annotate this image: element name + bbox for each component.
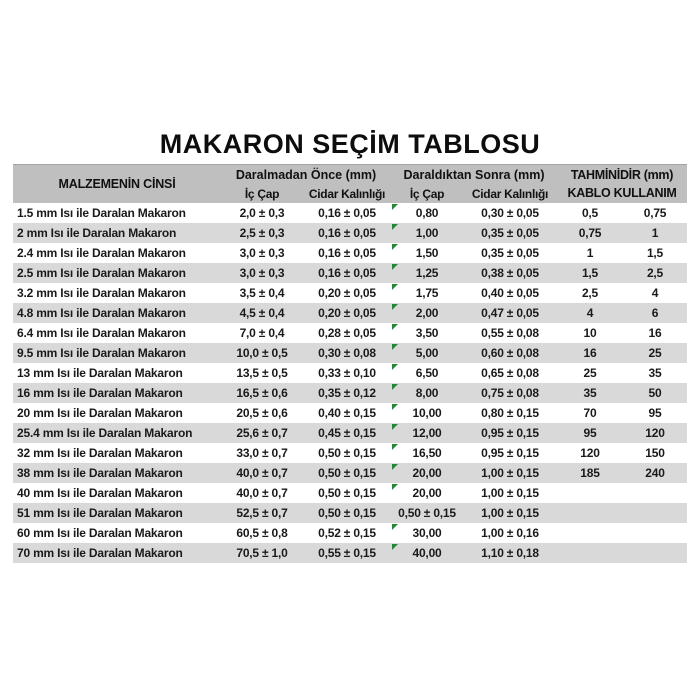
cell-after-cidar: 1,00 ± 0,15 bbox=[481, 466, 539, 480]
cell-after-cidar: 0,30 ± 0,05 bbox=[481, 206, 539, 220]
cell-before-cidar: 0,50 ± 0,15 bbox=[318, 446, 376, 460]
cell-after-cidar: 0,65 ± 0,08 bbox=[481, 366, 539, 380]
cell-after-ic-cap bbox=[391, 543, 463, 563]
cell-before-cidar: 0,45 ± 0,15 bbox=[318, 426, 376, 440]
cell-kablo-max: 0,75 bbox=[643, 206, 667, 220]
cell-corner-triangle-icon bbox=[392, 524, 398, 530]
cell-after-ic-cap-value: 16,50 bbox=[412, 446, 442, 460]
cell-after-ic-cap-value: 1,50 bbox=[415, 246, 439, 260]
cell-kablo-max: 150 bbox=[645, 446, 665, 460]
col-header-before-ic-cap: İç Çap bbox=[244, 186, 280, 201]
cell-kablo-max: 120 bbox=[645, 426, 665, 440]
cell-after-ic-cap-value: 1,75 bbox=[415, 286, 439, 300]
cell-after-ic-cap-value: 8,00 bbox=[415, 386, 439, 400]
table-row bbox=[13, 483, 687, 503]
col-header-after-cidar: Cidar Kalınlığı bbox=[471, 186, 549, 201]
cell-after-ic-cap bbox=[391, 383, 463, 403]
cell-before-ic-cap: 60,5 ± 0,8 bbox=[236, 526, 288, 540]
table-row bbox=[13, 363, 687, 383]
cell-after-ic-cap bbox=[391, 323, 463, 343]
cell-before-ic-cap: 33,0 ± 0,7 bbox=[236, 446, 288, 460]
cell-after-cidar: 0,95 ± 0,15 bbox=[481, 426, 539, 440]
cell-after-ic-cap-value: 2,00 bbox=[415, 306, 439, 320]
cell-kablo-min: 0,5 bbox=[581, 206, 599, 220]
cell-material-name: 38 mm Isı ile Daralan Makaron bbox=[17, 466, 183, 480]
cell-kablo-min: 10 bbox=[583, 326, 597, 340]
cell-kablo-min bbox=[557, 543, 623, 563]
cell-kablo-max bbox=[623, 483, 687, 503]
table-row bbox=[13, 263, 687, 283]
cell-kablo-max: 95 bbox=[648, 406, 662, 420]
cell-kablo-max: 1,5 bbox=[646, 246, 664, 260]
cell-corner-triangle-icon bbox=[392, 264, 398, 270]
cell-after-ic-cap bbox=[391, 243, 463, 263]
cell-corner-triangle-icon bbox=[392, 224, 398, 230]
cell-kablo-max: 4 bbox=[651, 286, 659, 300]
cell-before-ic-cap: 40,0 ± 0,7 bbox=[236, 486, 288, 500]
cell-before-ic-cap: 16,5 ± 0,6 bbox=[236, 386, 288, 400]
cell-before-ic-cap: 25,6 ± 0,7 bbox=[236, 426, 288, 440]
table-row bbox=[13, 503, 687, 523]
col-group-after bbox=[391, 165, 557, 203]
cell-after-ic-cap-value: 3,50 bbox=[415, 326, 439, 340]
cell-kablo-max: 25 bbox=[648, 346, 662, 360]
cell-kablo-max: 1 bbox=[651, 226, 659, 240]
cell-before-ic-cap: 70,5 ± 1,0 bbox=[236, 546, 288, 560]
cell-before-cidar: 0,28 ± 0,05 bbox=[318, 326, 376, 340]
cell-before-ic-cap: 3,0 ± 0,3 bbox=[239, 266, 285, 280]
cell-after-ic-cap bbox=[391, 203, 463, 223]
cell-corner-triangle-icon bbox=[392, 324, 398, 330]
cell-kablo-min: 2,5 bbox=[581, 286, 599, 300]
cell-corner-triangle-icon bbox=[392, 284, 398, 290]
cell-kablo-min: 1 bbox=[586, 246, 594, 260]
cell-before-cidar: 0,30 ± 0,08 bbox=[318, 346, 376, 360]
cell-after-cidar: 1,00 ± 0,15 bbox=[481, 486, 539, 500]
cell-material-name: 32 mm Isı ile Daralan Makaron bbox=[17, 446, 183, 460]
cell-after-ic-cap-value: 30,00 bbox=[412, 526, 442, 540]
cell-after-ic-cap bbox=[391, 223, 463, 243]
cell-material-name: 51 mm Isı ile Daralan Makaron bbox=[17, 506, 183, 520]
cell-after-ic-cap-value: 20,00 bbox=[412, 466, 442, 480]
cell-after-cidar: 0,75 ± 0,08 bbox=[481, 386, 539, 400]
table-row bbox=[13, 403, 687, 423]
col-group-after-label: Daraldıktan Sonra (mm) bbox=[403, 167, 545, 182]
cell-before-cidar: 0,20 ± 0,05 bbox=[318, 286, 376, 300]
cell-before-cidar: 0,40 ± 0,15 bbox=[318, 406, 376, 420]
cell-before-cidar: 0,50 ± 0,15 bbox=[318, 506, 376, 520]
cell-before-ic-cap: 7,0 ± 0,4 bbox=[239, 326, 285, 340]
cell-after-ic-cap bbox=[391, 503, 463, 523]
cell-before-cidar: 0,50 ± 0,15 bbox=[318, 486, 376, 500]
cell-kablo-min: 95 bbox=[583, 426, 597, 440]
page-title: MAKARON SEÇİM TABLOSU bbox=[159, 129, 541, 159]
cell-kablo-min bbox=[557, 523, 623, 543]
cell-material-name: 2.4 mm Isı ile Daralan Makaron bbox=[17, 246, 186, 260]
cell-before-cidar: 0,55 ± 0,15 bbox=[318, 546, 376, 560]
cell-after-ic-cap bbox=[391, 343, 463, 363]
cell-corner-triangle-icon bbox=[392, 384, 398, 390]
cell-after-ic-cap-value: 40,00 bbox=[412, 546, 442, 560]
cell-material-name: 20 mm Isı ile Daralan Makaron bbox=[17, 406, 183, 420]
cell-kablo-max: 6 bbox=[651, 306, 659, 320]
cell-after-cidar: 0,60 ± 0,08 bbox=[481, 346, 539, 360]
cell-after-cidar: 0,38 ± 0,05 bbox=[481, 266, 539, 280]
cell-after-ic-cap bbox=[391, 283, 463, 303]
cell-kablo-min: 25 bbox=[583, 366, 597, 380]
cell-kablo-min: 4 bbox=[586, 306, 594, 320]
cell-after-cidar: 0,40 ± 0,05 bbox=[481, 286, 539, 300]
cell-after-ic-cap bbox=[391, 443, 463, 463]
cell-after-cidar: 0,95 ± 0,15 bbox=[481, 446, 539, 460]
cell-after-ic-cap-value: 0,80 bbox=[415, 206, 439, 220]
cell-kablo-min: 35 bbox=[583, 386, 597, 400]
cell-material-name: 70 mm Isı ile Daralan Makaron bbox=[17, 546, 183, 560]
table-row bbox=[13, 303, 687, 323]
cell-before-ic-cap: 40,0 ± 0,7 bbox=[236, 466, 288, 480]
cell-kablo-max: 50 bbox=[648, 386, 662, 400]
cell-corner-triangle-icon bbox=[392, 364, 398, 370]
cell-after-cidar: 0,35 ± 0,05 bbox=[481, 246, 539, 260]
cell-kablo-min: 1,5 bbox=[581, 266, 599, 280]
cell-after-ic-cap bbox=[391, 483, 463, 503]
cell-after-ic-cap bbox=[391, 263, 463, 283]
cell-after-cidar: 0,47 ± 0,05 bbox=[481, 306, 539, 320]
makaron-selection-table bbox=[13, 164, 687, 563]
cell-kablo-max bbox=[623, 523, 687, 543]
cell-before-ic-cap: 52,5 ± 0,7 bbox=[236, 506, 288, 520]
cell-corner-triangle-icon bbox=[392, 424, 398, 430]
cell-kablo-max: 240 bbox=[645, 466, 665, 480]
col-group-estimate-line1: TAHMİNİDİR (mm) bbox=[570, 168, 674, 182]
table-row bbox=[13, 203, 687, 223]
cell-after-ic-cap-value: 10,00 bbox=[412, 406, 442, 420]
cell-after-ic-cap bbox=[391, 423, 463, 443]
cell-corner-triangle-icon bbox=[392, 344, 398, 350]
cell-before-cidar: 0,35 ± 0,12 bbox=[318, 386, 376, 400]
cell-before-cidar: 0,33 ± 0,10 bbox=[318, 366, 376, 380]
table-header bbox=[13, 164, 687, 203]
table-row bbox=[13, 423, 687, 443]
cell-after-ic-cap-value: 1,25 bbox=[415, 266, 439, 280]
table-row bbox=[13, 463, 687, 483]
cell-after-ic-cap bbox=[391, 363, 463, 383]
cell-before-ic-cap: 2,0 ± 0,3 bbox=[239, 206, 285, 220]
cell-material-name: 25.4 mm Isı ile Daralan Makaron bbox=[17, 426, 193, 440]
col-header-after-ic-cap: İç Çap bbox=[409, 186, 445, 201]
cell-kablo-max bbox=[623, 503, 687, 523]
table-row bbox=[13, 343, 687, 363]
cell-kablo-min bbox=[557, 483, 623, 503]
cell-after-ic-cap-value: 5,00 bbox=[415, 346, 439, 360]
col-group-before bbox=[221, 165, 391, 203]
cell-material-name: 9.5 mm Isı ile Daralan Makaron bbox=[17, 346, 186, 360]
cell-corner-triangle-icon bbox=[392, 484, 398, 490]
cell-corner-triangle-icon bbox=[392, 404, 398, 410]
cell-before-ic-cap: 10,0 ± 0,5 bbox=[236, 346, 288, 360]
cell-kablo-min: 185 bbox=[580, 466, 600, 480]
cell-material-name: 2 mm Isı ile Daralan Makaron bbox=[17, 226, 177, 240]
cell-material-name: 6.4 mm Isı ile Daralan Makaron bbox=[17, 326, 186, 340]
cell-material-name: 40 mm Isı ile Daralan Makaron bbox=[17, 486, 183, 500]
cell-before-ic-cap: 4,5 ± 0,4 bbox=[239, 306, 285, 320]
cell-before-ic-cap: 20,5 ± 0,6 bbox=[236, 406, 288, 420]
table-row bbox=[13, 243, 687, 263]
cell-after-cidar: 0,35 ± 0,05 bbox=[481, 226, 539, 240]
cell-after-ic-cap-value: 0,50 ± 0,15 bbox=[398, 506, 456, 520]
cell-before-cidar: 0,16 ± 0,05 bbox=[318, 266, 376, 280]
table-row bbox=[13, 443, 687, 463]
cell-kablo-max bbox=[623, 543, 687, 563]
cell-after-ic-cap bbox=[391, 463, 463, 483]
cell-kablo-min: 0,75 bbox=[578, 226, 602, 240]
cell-after-ic-cap-value: 1,00 bbox=[415, 226, 439, 240]
col-group-estimate bbox=[557, 165, 687, 203]
cell-corner-triangle-icon bbox=[392, 544, 398, 550]
cell-material-name: 2.5 mm Isı ile Daralan Makaron bbox=[17, 266, 186, 280]
col-group-estimate-line2: KABLO KULLANIM bbox=[567, 186, 677, 200]
cell-corner-triangle-icon bbox=[392, 244, 398, 250]
cell-corner-triangle-icon bbox=[392, 464, 398, 470]
table-row bbox=[13, 523, 687, 543]
cell-material-name: 13 mm Isı ile Daralan Makaron bbox=[17, 366, 183, 380]
table-row bbox=[13, 383, 687, 403]
cell-after-cidar: 1,00 ± 0,15 bbox=[481, 506, 539, 520]
cell-kablo-max: 35 bbox=[648, 366, 662, 380]
cell-before-cidar: 0,16 ± 0,05 bbox=[318, 246, 376, 260]
table-row bbox=[13, 543, 687, 563]
cell-before-ic-cap: 3,0 ± 0,3 bbox=[239, 246, 285, 260]
cell-material-name: 60 mm Isı ile Daralan Makaron bbox=[17, 526, 183, 540]
cell-material-name: 4.8 mm Isı ile Daralan Makaron bbox=[17, 306, 186, 320]
col-header-before-cidar: Cidar Kalınlığı bbox=[308, 186, 386, 201]
cell-before-cidar: 0,20 ± 0,05 bbox=[318, 306, 376, 320]
cell-after-cidar: 0,80 ± 0,15 bbox=[481, 406, 539, 420]
cell-kablo-max: 16 bbox=[648, 326, 662, 340]
table-body bbox=[13, 203, 687, 563]
cell-before-ic-cap: 3,5 ± 0,4 bbox=[239, 286, 285, 300]
cell-kablo-min: 70 bbox=[583, 406, 597, 420]
table-row bbox=[13, 323, 687, 343]
col-group-before-label: Daralmadan Önce (mm) bbox=[235, 167, 377, 182]
cell-after-ic-cap bbox=[391, 303, 463, 323]
cell-corner-triangle-icon bbox=[392, 444, 398, 450]
cell-after-ic-cap-value: 20,00 bbox=[412, 486, 442, 500]
cell-kablo-min: 16 bbox=[583, 346, 597, 360]
cell-kablo-min: 120 bbox=[580, 446, 600, 460]
cell-after-cidar: 0,55 ± 0,08 bbox=[481, 326, 539, 340]
cell-before-cidar: 0,16 ± 0,05 bbox=[318, 226, 376, 240]
table-row bbox=[13, 223, 687, 243]
cell-kablo-max: 2,5 bbox=[646, 266, 664, 280]
cell-before-cidar: 0,50 ± 0,15 bbox=[318, 466, 376, 480]
cell-after-cidar: 1,10 ± 0,18 bbox=[481, 546, 539, 560]
cell-before-cidar: 0,16 ± 0,05 bbox=[318, 206, 376, 220]
cell-after-ic-cap bbox=[391, 523, 463, 543]
cell-before-cidar: 0,52 ± 0,15 bbox=[318, 526, 376, 540]
cell-after-cidar: 1,00 ± 0,16 bbox=[481, 526, 539, 540]
cell-corner-triangle-icon bbox=[392, 304, 398, 310]
cell-material-name: 1.5 mm Isı ile Daralan Makaron bbox=[17, 206, 186, 220]
table-row bbox=[13, 283, 687, 303]
cell-after-ic-cap-value: 6,50 bbox=[415, 366, 439, 380]
cell-after-ic-cap bbox=[391, 403, 463, 423]
col-header-material: MALZEMENİN CİNSİ bbox=[58, 177, 176, 191]
cell-material-name: 16 mm Isı ile Daralan Makaron bbox=[17, 386, 183, 400]
cell-corner-triangle-icon bbox=[392, 204, 398, 210]
cell-before-ic-cap: 2,5 ± 0,3 bbox=[239, 226, 285, 240]
cell-before-ic-cap: 13,5 ± 0,5 bbox=[236, 366, 288, 380]
cell-material-name: 3.2 mm Isı ile Daralan Makaron bbox=[17, 286, 186, 300]
cell-after-ic-cap-value: 12,00 bbox=[412, 426, 442, 440]
cell-kablo-min bbox=[557, 503, 623, 523]
